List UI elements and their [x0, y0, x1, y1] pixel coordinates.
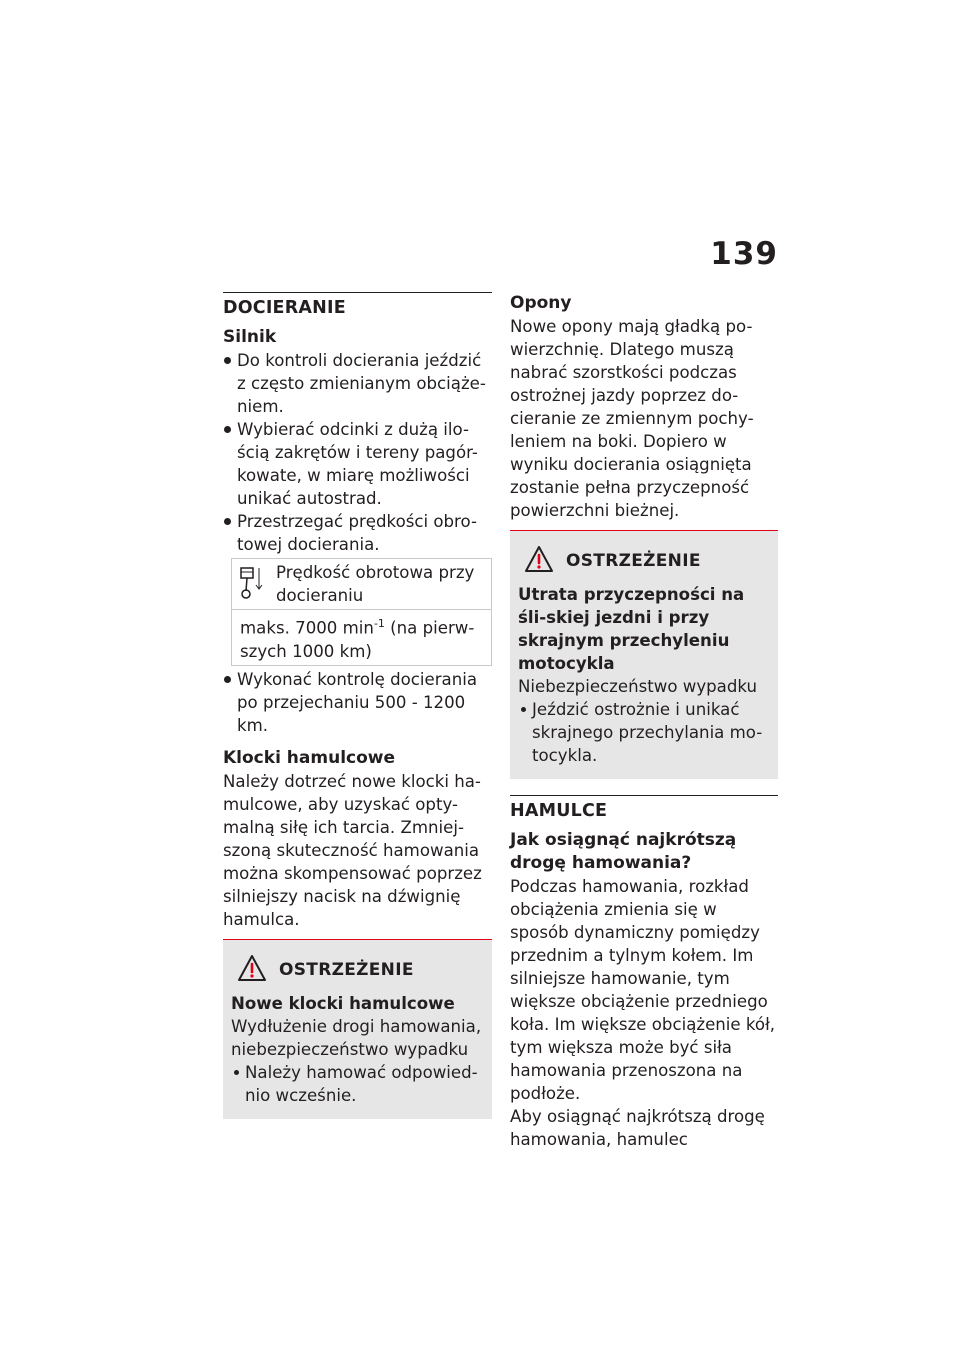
engine-heading: Silnik [223, 327, 277, 347]
engine-bullet: Przestrzegać prędkości obro-towej docierania. [223, 510, 492, 556]
engine-bullet: Do kontroli docierania jeździć z często zmienianym obciąże-niem. [223, 349, 492, 418]
engine-bullet-list [223, 349, 492, 556]
warning-text: Niebezpieczeństwo wypadku [518, 677, 757, 696]
warning-box-tyres [510, 530, 778, 779]
table-label: Prędkość obrotowa przy docieraniu [276, 563, 475, 605]
left-column [223, 292, 492, 1119]
running-in-speed-table [231, 558, 492, 666]
warning-bullet: Jeździć ostrożnie i unikać skrajnego przechylania mo-tocykla. [518, 698, 768, 767]
warning-title: OSTRZEŻENIE [566, 551, 701, 571]
brakes-heading: Jak osiągnąć najkrótszą drogę hamowania? [510, 830, 737, 873]
warning-triangle-icon [237, 954, 267, 986]
brake-pads-heading: Klocki hamulcowe [223, 747, 396, 768]
warning-bullets [231, 1061, 482, 1107]
engine-piston-icon [238, 561, 276, 607]
tyres-heading: Opony [510, 293, 572, 313]
warning-heading: Utrata przyczepności na śli-skiej jezdni i przy skrajnym przechyleniu motocykla [518, 585, 745, 673]
engine-bullet-list-2 [223, 668, 492, 737]
warning-bullet: Należy hamować odpowied-nio wcześnie. [231, 1061, 482, 1107]
engine-bullet: Wykonać kontrolę docierania po przejechaniu 500 - 1200 km. [223, 668, 492, 737]
page-number: 139 [710, 236, 778, 272]
warning-title: OSTRZEŻENIE [279, 959, 414, 980]
tyres-text: Nowe opony mają gładką po-wierzchnię. Dlatego muszą nabrać szorstkości podczas ostrożnej jazdy poprzez do-cieranie ze zmiennym pochy-leniem na boki. Dopiero w wyniku docierania osiągnięta zostanie pełna przyczepność powierzchni bieżnej. [510, 317, 754, 520]
warning-triangle-icon [524, 545, 554, 577]
brakes-text-2: Aby osiągnąć najkrótszą drogę hamowania, hamulec [510, 1107, 765, 1149]
warning-text: Wydłużenie drogi hamowania, niebezpieczeństwo wypadku [231, 1016, 482, 1059]
table-value: maks. 7000 $\min^{-1} (na$ pierw-szych 1000 km) [240, 617, 475, 661]
warning-box-brake-pads [223, 939, 492, 1119]
brake-pads-text: Należy dotrzeć nowe klocki ha-mulcowe, aby uzyskać opty-malną siłę ich tarcia. Zmniej-szoną skuteczność hamowania można skompensować poprzez silniejszy nacisk na dźwignię hamulca. [223, 771, 482, 929]
section-title-running-in: DOCIERANIE [223, 292, 492, 319]
table-header-row [232, 559, 491, 610]
engine-bullet: Wybierać odcinki z dużą ilo-ścią zakrętów i tereny pagór-kowate, w miarę możliwości unikać autostrad. [223, 418, 492, 510]
section-title-brakes: HAMULCE [510, 795, 778, 822]
warning-bullets [518, 698, 768, 767]
brakes-text: Podczas hamowania, rozkład obciążenia zmienia się w sposób dynamiczny pomiędzy przednim a tylnym kołem. Im silniejsze hamowanie, tym większe obciążenie przedniego koła. Im większe obciążenie kół, tym większa może być siła hamowania przenoszona na podłoże. [510, 877, 776, 1103]
right-column [510, 292, 778, 1151]
warning-heading: Nowe klocki hamulcowe [231, 993, 455, 1013]
